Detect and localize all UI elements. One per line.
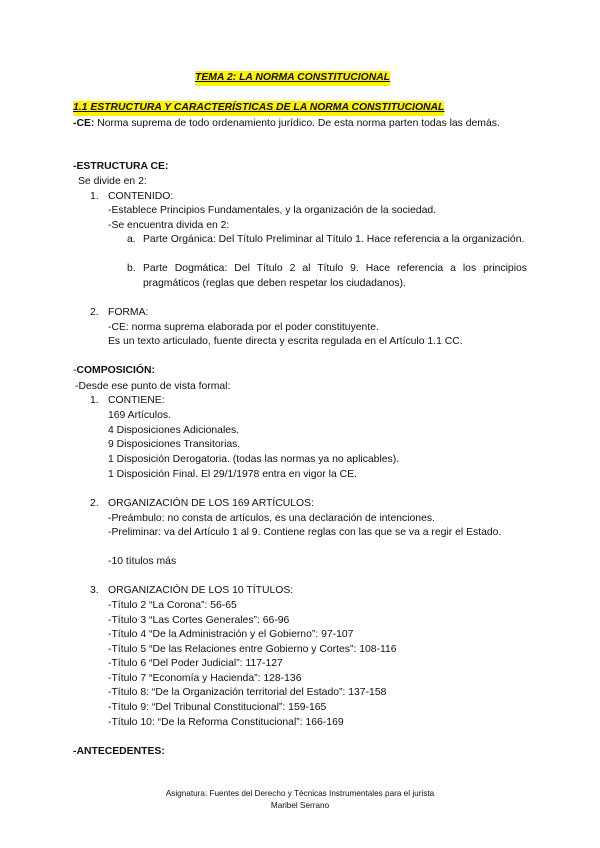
- ce-definition: [73, 117, 527, 132]
- contiene-item: 1 Disposición Derogatoria. (todas las normas ya no aplicables).: [108, 454, 400, 465]
- org-articulos-line-1: -Preámbulo: no consta de artículos, es una declaración de intenciones.: [108, 513, 435, 524]
- contiene-item: 1 Disposición Final. El 29/1/1978 entra en vigor la CE.: [108, 469, 357, 480]
- titulo-item: -Título 4 “De la Administración y el Gobierno”: 97-107: [108, 629, 354, 640]
- section-heading: 1.1 ESTRUCTURA Y CARACTERÍSTICAS DE LA NORMA CONSTITUCIONAL: [73, 101, 444, 116]
- composicion-heading: [73, 364, 155, 379]
- forma-number: 2.: [90, 307, 99, 318]
- titulo-item: -Título 7 “Economía y Hacienda”: 128-136: [108, 673, 302, 684]
- contenido-line-1: -Establece Principios Fundamentales, y la organización de la sociedad.: [108, 205, 437, 216]
- org-articulos-line-3: -10 títulos más: [108, 556, 177, 567]
- composicion-dash: -: [73, 365, 77, 376]
- contenido-number: 1.: [90, 191, 99, 202]
- org-titulos-number: 3.: [90, 585, 99, 596]
- parte-organica-text: Parte Orgánica: Del Título Preliminar al Título 1. Hace referencia a la organización.: [143, 234, 525, 245]
- parte-dogmatica-marker: b.: [127, 263, 136, 274]
- org-titulos-title: ORGANIZACIÓN DE LOS 10 TÍTULOS:: [108, 585, 294, 596]
- footer-author: Maribel Serrano: [270, 801, 330, 810]
- ce-text: Norma suprema de todo ordenamiento jurídico. De esta norma parten todas las demás.: [97, 118, 500, 129]
- estructura-intro: Se divide en 2:: [78, 176, 147, 187]
- composicion-intro: -Desde ese punto de vista formal:: [75, 381, 231, 392]
- footer-subject: Asignatura: Fuentes del Derecho y Técnicas Instrumentales para el jurista: [165, 789, 435, 798]
- org-articulos-line-2: -Preliminar: va del Artículo 1 al 9. Contiene reglas con las que se va a regir el Estado.: [108, 527, 502, 538]
- titulo-item: -Título 9: “Del Tribunal Constitucional”: 159-165: [108, 702, 327, 713]
- parte-dogmatica-text: Parte Dogmática: Del Título 2 al Título 9. Hace referencia a los principios pragmáticos (reglas que deben respetar los ciudadanos).: [143, 263, 527, 289]
- titulo-item: -Título 10: “De la Reforma Constitucional”: 166-169: [108, 717, 344, 728]
- contenido-line-2: -Se encuentra divida en 2:: [108, 220, 230, 231]
- titulo-item: -Título 8: “De la Organización territorial del Estado”: 137-158: [108, 687, 387, 698]
- titulo-item: -Título 6 “Del Poder Judicial”: 117-127: [108, 658, 283, 669]
- org-articulos-title: ORGANIZACIÓN DE LOS 169 ARTÍCULOS:: [108, 498, 314, 509]
- forma-title: FORMA:: [108, 307, 149, 318]
- parte-organica-marker: a.: [127, 234, 136, 245]
- antecedentes-heading: -ANTECEDENTES:: [73, 746, 165, 757]
- ce-label: -CE:: [73, 118, 95, 129]
- composicion-heading-text: COMPOSICIÓN:: [76, 365, 155, 376]
- page-title: TEMA 2: LA NORMA CONSTITUCIONAL: [195, 71, 390, 86]
- titulo-item: -Título 3 “Las Cortes Generales”: 66-96: [108, 615, 290, 626]
- titulo-item: -Título 5 “De las Relaciones entre Gobierno y Cortes”: 108-116: [108, 644, 397, 655]
- contiene-number: 1.: [90, 395, 99, 406]
- contenido-title: CONTENIDO:: [108, 191, 174, 202]
- forma-line-2: Es un texto articulado, fuente directa y escrita regulada en el Artículo 1.1 CC.: [108, 336, 463, 347]
- org-articulos-number: 2.: [90, 498, 99, 509]
- titulo-item: -Título 2 “La Corona”: 56-65: [108, 600, 237, 611]
- contiene-title: CONTIENE:: [108, 395, 165, 406]
- contiene-item: 9 Disposiciones Transitorias.: [108, 439, 241, 450]
- forma-line-1: -CE: norma suprema elaborada por el poder constituyente.: [108, 322, 379, 333]
- contiene-item: 169 Artículos.: [108, 410, 171, 421]
- estructura-heading: -ESTRUCTURA CE:: [73, 161, 169, 172]
- contiene-item: 4 Disposiciones Adicionales.: [108, 425, 240, 436]
